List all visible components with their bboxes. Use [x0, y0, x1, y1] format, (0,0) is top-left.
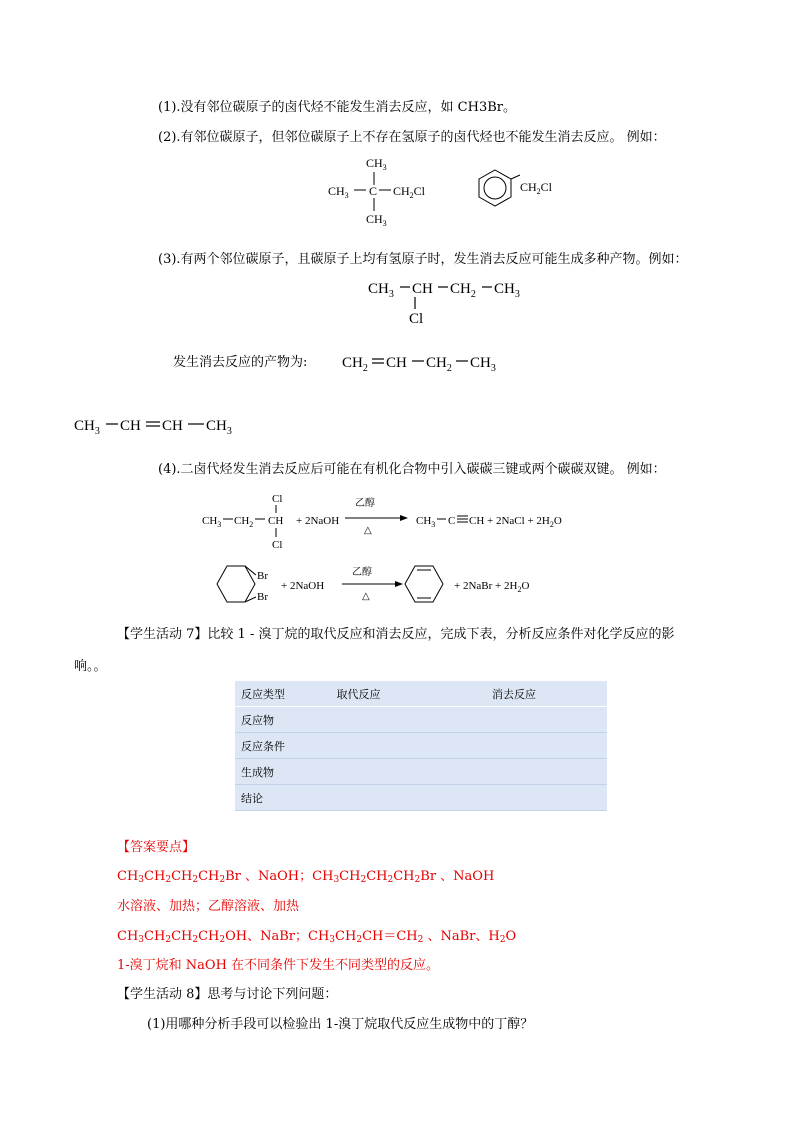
row-label: 结论 — [235, 785, 296, 811]
table-cell[interactable] — [296, 733, 421, 759]
table-header-cell: 消去反应 — [421, 681, 607, 707]
table-row — [235, 785, 607, 811]
answer-title: 【答案要点】 — [117, 840, 196, 855]
table-row — [235, 707, 607, 733]
svg-text:CH3: $CH_3$ — [74, 418, 100, 437]
paragraph-2: (2).有邻位碳原子，但邻位碳原子上不存在氢原子的卤代烃也不能发生消去反应。 例如： — [158, 130, 666, 145]
benzyl-chloride-structure — [465, 163, 575, 213]
svg-text:CH: CH — [268, 515, 284, 527]
paragraph-4: (4).二卤代烃发生消去反应后可能在有机化合物中引入碳碳三键或两个碳碳双键。 例如： — [158, 462, 666, 477]
svg-text:CH3: $CH_3$ — [416, 515, 436, 529]
svg-text:CH3: $CH_3$ — [470, 355, 496, 374]
svg-text:Br: Br — [257, 591, 268, 603]
svg-text:CH2: $CH_2$ — [450, 281, 476, 300]
reaction-1-condition-top: 乙醇 — [355, 498, 375, 509]
answer-reactants: $CH_3CH_2CH_2CH_2Br$ 、NaOH；$CH_3CH_2CH_2CH_2Br$ 、NaOH — [117, 869, 495, 885]
2-chlorobutane-structure — [366, 275, 536, 327]
svg-text:C: C — [369, 184, 378, 198]
dibromocyclohexane-elimination-equation — [205, 562, 585, 610]
reaction-2-condition-bottom: △ — [362, 591, 370, 602]
reaction-2-condition-top: 乙醇 — [352, 567, 372, 578]
table-row — [235, 733, 607, 759]
table-cell[interactable] — [296, 785, 421, 811]
svg-text:CH3: $CH_3$ — [206, 418, 232, 437]
svg-text:CH2: $CH_2$ — [234, 515, 254, 529]
svg-text:Br: Br — [257, 570, 268, 582]
activity-7-line-2: 响。。 — [74, 659, 107, 674]
2-butene-structure — [72, 412, 252, 440]
1-butene-structure — [340, 349, 510, 377]
answer-products: $CH_3CH_2CH_2CH_2OH$、NaBr；$CH_3CH_2CH=CH_2$ 、NaBr、$H_2O$ — [117, 929, 517, 945]
answer-conditions: 水溶液、加热；乙醇溶液、加热 — [117, 899, 300, 914]
svg-text:+ 2NaBr + 2H2O: + 2NaBr + $2H_2O$ — [454, 580, 530, 594]
table-cell[interactable] — [421, 759, 607, 785]
table-cell[interactable] — [296, 759, 421, 785]
activity-7-line-1: 【学生活动 7】比较 1 - 溴丁烷的取代反应和消去反应，完成下表，分析反应条件对化学反应的影 — [117, 627, 675, 642]
svg-text:CH: CH — [386, 355, 407, 371]
table-header-row — [235, 681, 607, 707]
svg-text:Cl: Cl — [409, 311, 424, 327]
svg-text:CH2Cl: $CH_2Cl$ — [520, 180, 553, 196]
table-header-cell: 取代反应 — [296, 681, 421, 707]
table-cell[interactable] — [421, 733, 607, 759]
svg-text:CH2Cl: $CH_2Cl$ — [393, 184, 426, 200]
answer-conclusion: 1-溴丁烷和 NaOH 在不同条件下发生不同类型的反应。 — [117, 958, 440, 973]
svg-text:+ 2NaOH: + 2NaOH — [296, 515, 340, 527]
table-row — [235, 759, 607, 785]
svg-text:CH3: $CH_3$ — [366, 156, 387, 172]
table-cell[interactable] — [421, 707, 607, 733]
activity-8-heading: 【学生活动 8】思考与讨论下列问题： — [117, 987, 338, 1002]
svg-text:C: C — [448, 515, 456, 527]
svg-text:CH2: $CH_2$ — [342, 355, 368, 374]
row-label: 反应物 — [235, 707, 296, 733]
comparison-table — [235, 681, 607, 811]
svg-text:CH3: $CH_3$ — [202, 515, 222, 529]
row-label: 反应条件 — [235, 733, 296, 759]
svg-text:CH: CH — [162, 418, 183, 434]
table-cell[interactable] — [421, 785, 607, 811]
svg-text:+ 2NaOH: + 2NaOH — [281, 580, 325, 592]
table-header-cell: 反应类型 — [235, 681, 296, 707]
reaction-1-condition-bottom: △ — [364, 525, 372, 536]
svg-text:CH3: $CH_3$ — [494, 281, 520, 300]
dichloropropane-elimination-equation — [200, 488, 610, 554]
products-label: 发生消去反应的产物为: — [173, 355, 308, 370]
paragraph-1: (1).没有邻位碳原子的卤代烃不能发生消去反应，如 CH3Br。 — [158, 100, 517, 115]
table-cell[interactable] — [296, 707, 421, 733]
svg-text:CH3: $CH_3$ — [366, 212, 387, 228]
svg-text:CH3: $CH_3$ — [368, 281, 394, 300]
svg-text:Cl: Cl — [272, 493, 283, 505]
svg-text:CH + 2NaCl + 2H2O: CH + 2NaCl + $2H_2O$ — [469, 515, 562, 529]
svg-text:CH: CH — [120, 418, 141, 434]
neopentyl-chloride-structure — [320, 152, 440, 230]
paragraph-3: (3).有两个邻位碳原子，且碳原子上均有氢原子时，发生消去反应可能生成多种产物。例如： — [158, 252, 688, 267]
row-label: 生成物 — [235, 759, 296, 785]
question-1: (1)用哪种分析手段可以检验出 1-溴丁烷取代反应生成物中的丁醇？ — [147, 1017, 534, 1032]
svg-text:CH: CH — [412, 281, 433, 297]
svg-text:CH2: $CH_2$ — [426, 355, 452, 374]
svg-text:Cl: Cl — [272, 539, 283, 551]
svg-text:CH3: $CH_3$ — [328, 184, 349, 200]
